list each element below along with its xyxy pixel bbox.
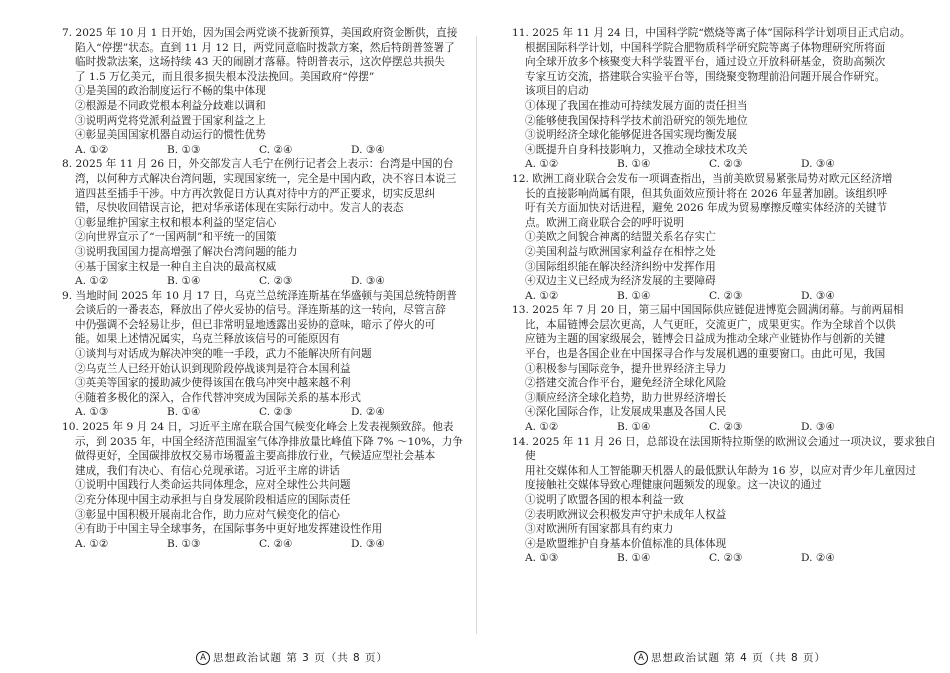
statement-option: ②搭建交流合作平台，避免经济全球化风险 — [525, 377, 727, 390]
question-stem-line: 度接触社交媒体导致心理健康问题频发的现象。这一决议的通过 — [525, 479, 822, 492]
statement-option: ①美欧之间貌合神离的结盟关系名存实亡 — [525, 231, 716, 244]
question-stem: 13. 2025 年 7 月 20 日，第三届中国国际供应链促进博览会圆满闭幕。与前两届相 — [512, 304, 904, 317]
statement-option: ①说明中国践行人类命运共同体理念，应对全球性公共问题 — [75, 479, 351, 492]
statement-option: ③说明经济全球化能够促进各国实现均衡发展 — [525, 129, 737, 142]
answer-choice: B. ①④ — [617, 421, 651, 434]
question-block — [62, 26, 486, 157]
statement-option: ②能够使我国保持科学技术前沿研究的领先地位 — [525, 114, 748, 127]
answer-choice: A. ①② — [525, 421, 559, 434]
answer-choice: C. ②③ — [259, 406, 293, 419]
question-stem-line: 该项目的启动 — [525, 85, 589, 98]
answer-choice: C. ②③ — [259, 275, 293, 288]
question-stem: 9. 当地时间 2025 年 10 月 17 日，乌克兰总统泽连斯基在华盛顿与美国总统特朗普 — [62, 289, 457, 302]
question-stem-line: 应链为主题的国家级展会，链博会日益成为推动全球产业链协作与创新的关键 — [525, 333, 886, 346]
question-stem: 7. 2025 年 10 月 1 日开始，因为国会两党谈不拢新预算，美国政府资金断供，直接 — [62, 27, 458, 39]
answer-choice: B. ①③ — [167, 537, 201, 550]
question-stem: 12. 欧洲工商业联合会发布一项调查指出，当前美欧贸易紧张局势对欧元区经济增 — [512, 172, 893, 185]
answer-choice: A. ①③ — [525, 552, 559, 565]
question-stem-line: 中仍强调不会轻易让步，但已非常明显地透露出妥协的意味，暗示了停火的可 — [75, 318, 436, 331]
question-stem: 11. 2025 年 11 月 24 日，中国科学院“燃烧等离子体”国际科学计划项目正式启动。 — [512, 27, 911, 39]
question-block — [62, 289, 486, 420]
answer-choice: D. ②④ — [351, 406, 385, 419]
statement-option: ②表明欧洲议会积极发声守护未成年人权益 — [525, 508, 727, 521]
question-stem-line: 点。欧洲工商业联合会的呼吁说明 — [525, 216, 684, 229]
answer-choices — [62, 143, 486, 158]
question-stem: 8. 2025 年 11 月 26 日，外交部发言人毛宁在例行记者会上表示：台湾是中国的台 — [62, 158, 454, 171]
answer-choice: A. ①② — [525, 289, 559, 302]
statement-option: ④基于国家主权是一种自主自决的最高权威 — [75, 260, 277, 273]
page-footer-right — [634, 650, 826, 665]
question-stem-line: 吁有关方面加快对话进程，避免 2026 年成为贸易摩擦反噬实体经济的关键节 — [525, 202, 888, 215]
question-stem-line: 建成，我们有决心、有信心兑现承诺。习近平主席的讲话 — [75, 464, 340, 477]
answer-choice: A. ①② — [525, 158, 559, 171]
question-stem-line: 用社交媒体和人工智能聊天机器人的最低默认年龄为 16 岁，以应对青少年儿童因过 — [525, 464, 916, 477]
question-block — [512, 26, 936, 172]
answer-choice: C. ②④ — [259, 537, 293, 550]
statement-option: ②充分体现中国主动承担与自身发展阶段相适应的国际责任 — [75, 494, 351, 506]
left-column — [62, 26, 486, 551]
answer-choice: D. ③④ — [801, 158, 835, 171]
answer-choice: B. ①④ — [617, 552, 651, 565]
question-stem-line: 陷入“停摆”状态。直到 11 月 12 日，两党同意临时拨款方案，然后特朗普签署了 — [75, 41, 455, 54]
statement-option: ③说明两党将党派利益置于国家利益之上 — [75, 114, 266, 127]
question-stem-line: 能。如果上述情况属实，乌克兰释放该信号的可能原因有 — [75, 333, 340, 346]
answer-choice: B. ①④ — [617, 158, 651, 171]
statement-option: ①积极参与国际竞争，提升世界经济主导力 — [525, 362, 727, 375]
question-stem-line: 示，到 2035 年，中国全经济范围温室气体净排放量比峰值下降 7% ～10%，力争 — [75, 435, 463, 448]
answer-choice: C. ②③ — [709, 158, 743, 171]
statement-option: ①说明了欧盟各国的根本利益一致 — [525, 494, 684, 506]
answer-choices — [512, 157, 936, 172]
answer-choice: B. ①④ — [617, 289, 651, 302]
answer-choice: A. ①② — [75, 143, 109, 156]
question-stem-line: 临时拨款法案，这场持续 43 天的闹剧才落幕。特朗普表示，这次停摆总共损失 — [75, 56, 445, 69]
question-block — [62, 420, 486, 551]
question-stem-line: 做得更好，全国碳排放权交易市场覆盖主要高排放行业，气候适应型社会基本 — [75, 450, 436, 463]
question-stem: 14. 2025 年 11 月 26 日，总部设在法国斯特拉斯堡的欧洲议会通过一项决议，要求独自使 — [512, 435, 936, 463]
statement-option: ②根源是不同政党根本利益分歧难以调和 — [75, 99, 266, 112]
question-stem-line: 根据国际科学计划，中国科学院合肥物质科学研究院等离子体物理研究所将面 — [525, 41, 886, 54]
answer-choice: D. ③④ — [351, 143, 385, 156]
statement-option: ④是欧盟维护自身基本价值标准的具体体现 — [525, 537, 727, 550]
footer-page-label: 思想政治试题 第 4 页（共 8 页） — [651, 652, 827, 664]
answer-choice: D. ②④ — [801, 552, 835, 565]
page-footer-left — [196, 650, 388, 665]
column-divider — [476, 36, 477, 634]
question-stem-line: 向全球开放多个核聚变大科学装置平台，通过设立开放科研基金，资助高频次 — [525, 56, 886, 69]
statement-option: ②乌克兰人已经开始认识到现阶段停战谈判是符合本国利益 — [75, 362, 351, 375]
answer-choice: B. ①③ — [167, 143, 201, 156]
question-stem-line: 比，本届链博会层次更高，人气更旺，交流更广，成果更实。作为全球首个以供 — [525, 318, 896, 331]
question-stem-line: 会谈后的一番表态，释放出了停火妥协的信号。泽连斯基的这一转向，尽管言辞 — [75, 304, 446, 317]
answer-choice: B. ①④ — [167, 275, 201, 288]
statement-option: ②向世界宣示了“一国两制”和平统一的国策 — [75, 231, 277, 244]
statement-option: ④既提升自身科技影响力，又推动全球技术攻关 — [525, 143, 748, 156]
answer-choice: B. ①④ — [167, 406, 201, 419]
statement-option: ①体现了我国在推动可持续发展方面的责任担当 — [525, 99, 748, 112]
statement-option: ①谈判与对话成为解决冲突的唯一手段，武力不能解决所有问题 — [75, 348, 372, 361]
answer-choice: D. ③④ — [351, 537, 385, 550]
question-stem: 10. 2025 年 9 月 24 日，习近平主席在联合国气候变化峰会上发表视频致辞。他表 — [62, 421, 454, 434]
statement-option: ④彰显美国国家机器自动运行的惯性优势 — [75, 129, 266, 142]
answer-choices — [62, 405, 486, 420]
statement-option: ①是美国的政治制度运行不畅的集中体现 — [75, 85, 266, 98]
answer-choice: D. ③④ — [801, 289, 835, 302]
paper-version-badge: A — [634, 651, 648, 665]
answer-choice: C. ②④ — [259, 143, 293, 156]
answer-choices — [62, 537, 486, 552]
paper-version-badge: A — [196, 651, 210, 665]
question-block — [512, 303, 936, 434]
question-stem-line: 长的直接影响尚属有限，但其负面效应预计将在 2026 年显著加剧。该组织呼 — [525, 187, 888, 200]
answer-choice: A. ①② — [75, 537, 109, 550]
question-block — [512, 435, 936, 566]
answer-choice: C. ②③ — [709, 421, 743, 434]
answer-choice: A. ①③ — [75, 406, 109, 419]
statement-option: ④随着多极化的深入，合作代替冲突成为国际关系的基本形式 — [75, 391, 362, 404]
answer-choice: C. ②③ — [709, 289, 743, 302]
answer-choices — [62, 274, 486, 289]
question-block — [512, 172, 936, 303]
statement-option: ②美国利益与欧洲国家利益存在相悖之处 — [525, 245, 716, 258]
answer-choices — [512, 420, 936, 435]
answer-choice: C. ②③ — [709, 552, 743, 565]
statement-option: ③国际组织能在解决经济纠纷中发挥作用 — [525, 260, 716, 273]
question-stem-line: 平台，也是各国企业在中国探寻合作与发展机遇的重要窗口。由此可见，我国 — [525, 348, 886, 361]
statement-option: ③彰显中国积极开展南北合作，助力应对气候变化的信心 — [75, 508, 340, 521]
answer-choice: D. ③④ — [801, 421, 835, 434]
question-stem-line: 专家互访交流，搭建联合实验平台等，围绕聚变物理前沿问题开展合作研究。 — [525, 70, 886, 83]
answer-choice: A. ①② — [75, 275, 109, 288]
answer-choices — [512, 551, 936, 566]
statement-option: ④有助于中国主导全球事务，在国际事务中更好地发挥建设性作用 — [75, 523, 383, 536]
statement-option: ③顺应经济全球化趋势，助力世界经济增长 — [525, 391, 727, 404]
statement-option: ③英美等国家的援助减少使得该国在俄乌冲突中越来越不利 — [75, 377, 351, 390]
question-stem-line: 错，尽快收回错误言论，把对华承诺体现在实际行动中。发言人的表态 — [75, 202, 404, 215]
answer-choices — [512, 289, 936, 304]
statement-option: ④深化国际合作，让发展成果惠及各国人民 — [525, 406, 727, 419]
question-stem-line: 了 1.5 万亿美元，而且很多损失根本没法挽回。美国政府“停摆” — [75, 70, 375, 83]
right-column — [512, 26, 936, 566]
question-block — [62, 157, 486, 288]
statement-option: ③对欧洲所有国家都具有约束力 — [525, 523, 674, 536]
question-stem-line: 道四甚至插手干涉。中方再次敦促日方认真对待中方的严正要求，切实反思纠 — [75, 187, 436, 200]
question-stem-line: 湾，以何种方式解决台湾问题，实现国家统一，完全是中国内政，决不容日本说三 — [75, 172, 457, 185]
footer-page-label: 思想政治试题 第 3 页（共 8 页） — [213, 652, 389, 664]
statement-option: ④双边主义已经成为经济发展的主要障碍 — [525, 275, 716, 288]
statement-option: ①彰显维护国家主权和根本利益的坚定信心 — [75, 216, 277, 229]
statement-option: ③说明我国国力提高增强了解决台湾问题的能力 — [75, 245, 298, 258]
answer-choice: D. ③④ — [351, 275, 385, 288]
